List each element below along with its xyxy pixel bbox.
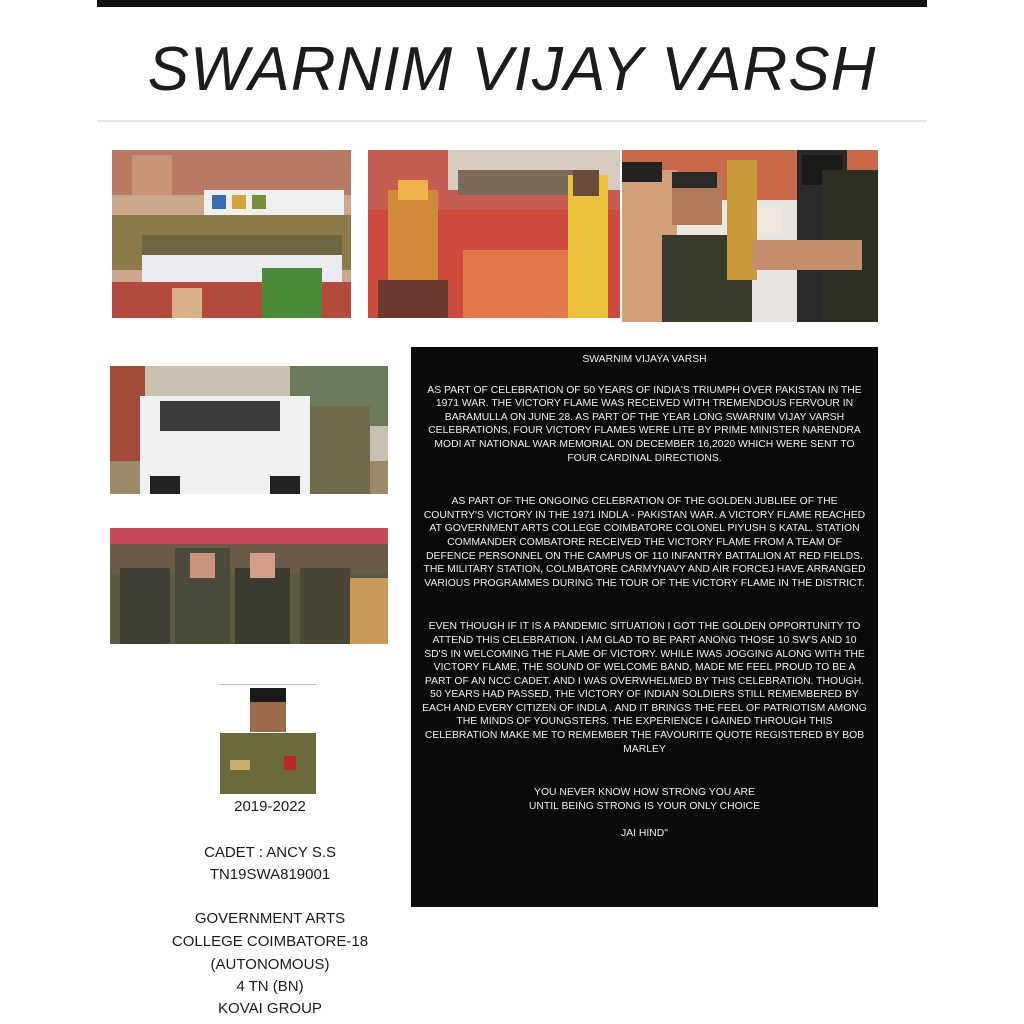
cadet-name: CADET : ANCY S.S	[204, 844, 336, 861]
cadet-years: 2019-2022	[234, 798, 306, 815]
unit-name: 4 TN (BN)	[236, 978, 304, 995]
college-line-3: (AUTONOMOUS)	[210, 956, 330, 973]
quote-line-1: YOU NEVER KNOW HOW STRONG YOU ARE	[534, 787, 755, 799]
top-border	[97, 0, 927, 7]
article-paragraph-2: AS PART OF THE ONGOING CELEBRATION OF THE GOLDEN JUBLIEE OF THE COUNTRY'S VICTORY IN THE 1971 INDLA - PAKISTAN WAR. A VICTORY FLAME REACHED AT GOVERNMENT ARTS COLLEGE COIMBATORE COLONEL PIYUSH S KATAL. STATION COMMANDER COMBATORE RECEIVED THE VICTORY FLAME FROM A TEAM OF DEFENCE PERSONNEL ON THE CAMPUS OF 110 INFANTRY BATTALION AT RED FIELDS. THE MILITARY STATION, COLMBATORE CARMYNAVY AND AIR FORCEJ HAVE ARRANGED VARIOUS PROGRAMMES DURING THE TOUR OF THE VICTORY FLAME IN THE DISTRICT.	[423, 496, 866, 589]
page-title: SWARNIM VIJAY VARSH	[147, 35, 877, 104]
portrait-divider	[219, 684, 316, 685]
article-panel	[411, 347, 878, 907]
panel-heading: SWARNIM VIJAYA VARSH	[582, 354, 707, 365]
quote-line-2: UNTIL BEING STRONG IS YOUR ONLY CHOICE	[528, 800, 761, 812]
cadet-regimental-number: TN19SWA819001	[209, 866, 331, 883]
cadet-portrait	[220, 688, 316, 794]
college-line-1: GOVERNMENT ARTS	[194, 910, 346, 927]
college-line-2: COLLEGE COIMBATORE-18	[171, 933, 369, 950]
group-name: KOVAI GROUP	[218, 1000, 322, 1017]
article-paragraph-3: EVEN THOUGH IF IT IS A PANDEMIC SITUATION I GOT THE GOLDEN OPPORTUNITY TO ATTEND THIS CELEBRATION. I AM GLAD TO BE PART ANONG THOSE 10 SW'S AND 10 SD'S IN WELCOMING THE FLAME OF VICTORY. WHILE IWAS JOGGING ALONG WITH THE VICTORY FLAME, THE SOUND OF WELCOME BAND, MADE ME FEEL PROUD TO BE A PART OF AN NCC CADET. AND I WAS OVERWHELMED BY THIS CELEBRATION. THOUGH. 50 YEARS HAD PASSED, THE VICTORY OF INDIAN SOLDIERS STILL REMEMBERED BY EACH AND EVERY CITIZEN OF INDLA . AND IT BRINGS THE FEEL OF PATRIOTISM AMONG THE MINDS OF YOUNGSTERS. THE EXPERIENCE I GAINED THROUGH THIS CELEBRATION MAKE ME TO REMEMBER THE FAVOURITE QUOTE REGISTERED BY BOB MARLEY	[422, 621, 867, 755]
article-paragraph-1: AS PART OF CELEBRATION OF 50 YEARS OF INDIA'S TRIUMPH OVER PAKISTAN IN THE 1971 WAR. THE VICTORY FLAME WAS RECEIVED WITH TREMENDOUS FERVOUR IN BARAMULLA ON JUNE 28. AS PART OF THE YEAR LONG SWARNIM VIJAY VARSH CELEBRATIONS, FOUR VICTORY FLAMES WERE LITE BY PRIME MINISTER NARENDRA MODI AT NATIONAL WAR MEMORIAL ON DECEMBER 16,2020 WHICH WERE SENT TO FOUR CARDINAL DIRECTIONS.	[427, 384, 862, 464]
title-divider	[97, 120, 927, 122]
officers-audience-photo	[110, 528, 388, 644]
officers-torch-photo	[622, 150, 878, 322]
flame-salute-photo	[368, 150, 620, 318]
group-photo	[112, 150, 351, 318]
signoff: JAI HIND"	[621, 828, 668, 840]
jeep-photo	[110, 366, 388, 494]
